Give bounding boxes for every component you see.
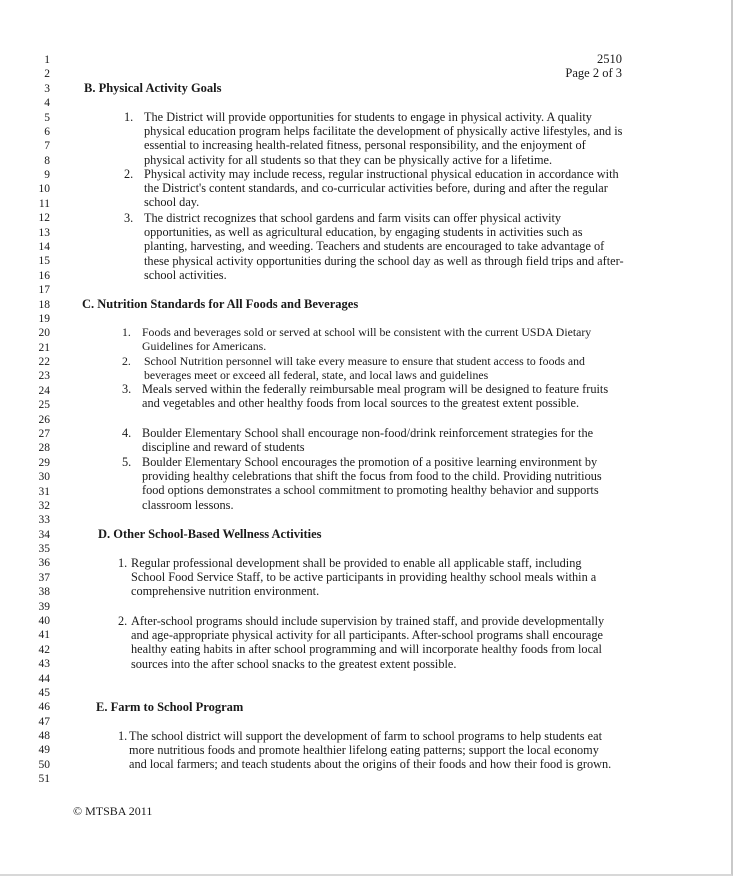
- line-number: 51: [38, 773, 50, 786]
- item-text: After-school programs should include supervision by trained staff, and provide developmentally and age-appropriate physical activity for all participants. After-school programs shall encourage healthy eating habits in after school programming and will incorporate healthy foods from local sources into the after school snacks to the greatest extent possible.: [131, 614, 605, 671]
- line-number: 42: [38, 643, 50, 656]
- page-label: Page 2 of 3: [565, 66, 622, 80]
- line-number: 12: [38, 212, 50, 225]
- line-number: 30: [38, 471, 50, 484]
- line-number: 35: [38, 543, 50, 556]
- section-c-heading: C. Nutrition Standards for All Foods and Beverages: [82, 297, 359, 311]
- item-number: 2.: [118, 614, 128, 628]
- item-number: 3.: [122, 382, 132, 396]
- line-number: 38: [38, 586, 50, 599]
- item-number: 5.: [122, 455, 132, 469]
- line-number: 10: [38, 183, 50, 196]
- line-number: 16: [38, 269, 50, 282]
- item-number: 3.: [124, 211, 134, 225]
- line-number: 3: [44, 82, 50, 95]
- section-b-item-1: [124, 110, 624, 167]
- line-number: 5: [44, 111, 50, 124]
- line-number: 2: [44, 68, 50, 81]
- line-number: 37: [38, 571, 50, 584]
- line-number: 39: [38, 600, 50, 613]
- line-number: 9: [44, 169, 50, 182]
- section-e-heading: E. Farm to School Program: [96, 700, 244, 714]
- line-number: 29: [38, 456, 50, 469]
- item-number: 2.: [124, 167, 134, 181]
- line-number: 47: [38, 715, 50, 728]
- line-number: 31: [38, 485, 50, 498]
- line-number: 43: [38, 658, 50, 671]
- line-number: 8: [44, 154, 50, 167]
- item-number: 1.: [118, 556, 128, 570]
- item-text: Meals served within the federally reimbursable meal program will be designed to feature fruits and vegetables and other healthy foods from local sources to the greatest extent possible.: [142, 382, 609, 411]
- section-c-item-5: [122, 455, 618, 512]
- item-number: 1.: [124, 110, 134, 124]
- line-number: 26: [38, 413, 50, 426]
- line-number: 33: [38, 514, 50, 527]
- line-number: 6: [44, 125, 50, 138]
- copyright-footer: © MTSBA 2011: [73, 804, 153, 818]
- section-c-item-2: [122, 354, 612, 382]
- section-b-heading: B. Physical Activity Goals: [84, 81, 222, 95]
- line-number: 4: [44, 97, 50, 110]
- line-number: 28: [38, 442, 50, 455]
- item-number: 4.: [122, 426, 132, 440]
- line-number: 25: [38, 399, 50, 412]
- line-number: 13: [38, 226, 50, 239]
- line-number: 41: [38, 629, 50, 642]
- item-text: School Nutrition personnel will take every measure to ensure that student access to foods and beverages meet or exceed all federal, state, and local laws and guidelines: [144, 354, 585, 383]
- line-number: 34: [38, 528, 50, 541]
- section-d-item-1: [118, 556, 618, 599]
- item-number: 1.: [122, 325, 131, 339]
- line-number: 45: [38, 686, 50, 699]
- line-number: 21: [38, 341, 50, 354]
- line-number: 23: [38, 370, 50, 383]
- line-number: 40: [38, 615, 50, 627]
- line-number: 49: [38, 744, 50, 757]
- section-e-item-1: [118, 729, 618, 772]
- line-number: 32: [38, 499, 50, 512]
- section-c-item-1: [122, 325, 612, 353]
- line-number: 48: [38, 730, 50, 743]
- line-number: 46: [38, 701, 50, 714]
- section-c-item-4: [122, 426, 614, 454]
- item-number: 2.: [122, 354, 131, 368]
- line-number: 27: [38, 428, 50, 440]
- line-number: 14: [38, 241, 50, 253]
- item-text: The school district will support the development of farm to school programs to help students eat more nutritious foods and promote healthier lifelong eating patterns; support the local economy and local farmers; and teach students about the origins of their foods and how their food is grown.: [129, 729, 612, 772]
- line-number: 15: [38, 255, 50, 268]
- line-number: 44: [38, 672, 50, 685]
- line-number: 20: [38, 327, 50, 340]
- item-text: Regular professional development shall be provided to enable all applicable staff, including School Food Service Staff, to be active participants in providing healthy school meals within a comprehensive nutrition environment.: [131, 556, 597, 599]
- line-number: 24: [38, 384, 50, 397]
- section-d-heading: D. Other School-Based Wellness Activities: [98, 527, 322, 541]
- item-text: Foods and beverages sold or served at school will be consistent with the current USDA Dietary Guidelines for Americans.: [142, 325, 592, 354]
- line-number: 11: [38, 197, 50, 210]
- line-number: 17: [38, 284, 50, 297]
- line-number: 18: [38, 298, 50, 311]
- item-text: The District will provide opportunities for students to engage in physical activity. A quality physical education program helps facilitate the development of physically active lifestyles, and is essential to increasing health-related fitness, personal responsibility, and the enjoyment of physical activity for all students so that they can be physically active for a lifetime.: [144, 110, 623, 167]
- item-text: Boulder Elementary School shall encourage non-food/drink reinforcement strategies for the discipline and reward of students: [142, 426, 594, 455]
- policy-number: 2510: [597, 52, 622, 66]
- item-text: The district recognizes that school gardens and farm visits can offer physical activity opportunities, as well as agricultural education, by engaging students in activities such as planting, harvesting, and weeding. Teachers and students are encouraged to take advantage of these physical activity opportunities during the school day as well as through field trips and after-school activities.: [144, 211, 624, 282]
- section-d-item-2: [118, 614, 614, 671]
- line-number: 7: [44, 140, 50, 153]
- line-number: 19: [38, 312, 50, 325]
- line-number: 22: [38, 356, 50, 369]
- item-text: Physical activity may include recess, regular instructional physical education in accordance with the District's content standards, and co-curricular activities before, during and after the regular school day.: [144, 167, 619, 210]
- item-number: 1.: [118, 729, 128, 743]
- section-c-item-3: [122, 382, 614, 410]
- section-b-item-2: [124, 167, 624, 210]
- line-number: 50: [38, 758, 50, 771]
- line-number: 1: [44, 54, 50, 66]
- line-number: 36: [38, 557, 50, 570]
- section-b-item-3: [124, 211, 624, 282]
- item-text: Boulder Elementary School encourages the promotion of a positive learning environment by providing healthy celebrations that shift the focus from food to the child. Providing nutritious food options demonstrates a school commitment to promoting healthy behavior and supports classroom lessons.: [142, 455, 602, 512]
